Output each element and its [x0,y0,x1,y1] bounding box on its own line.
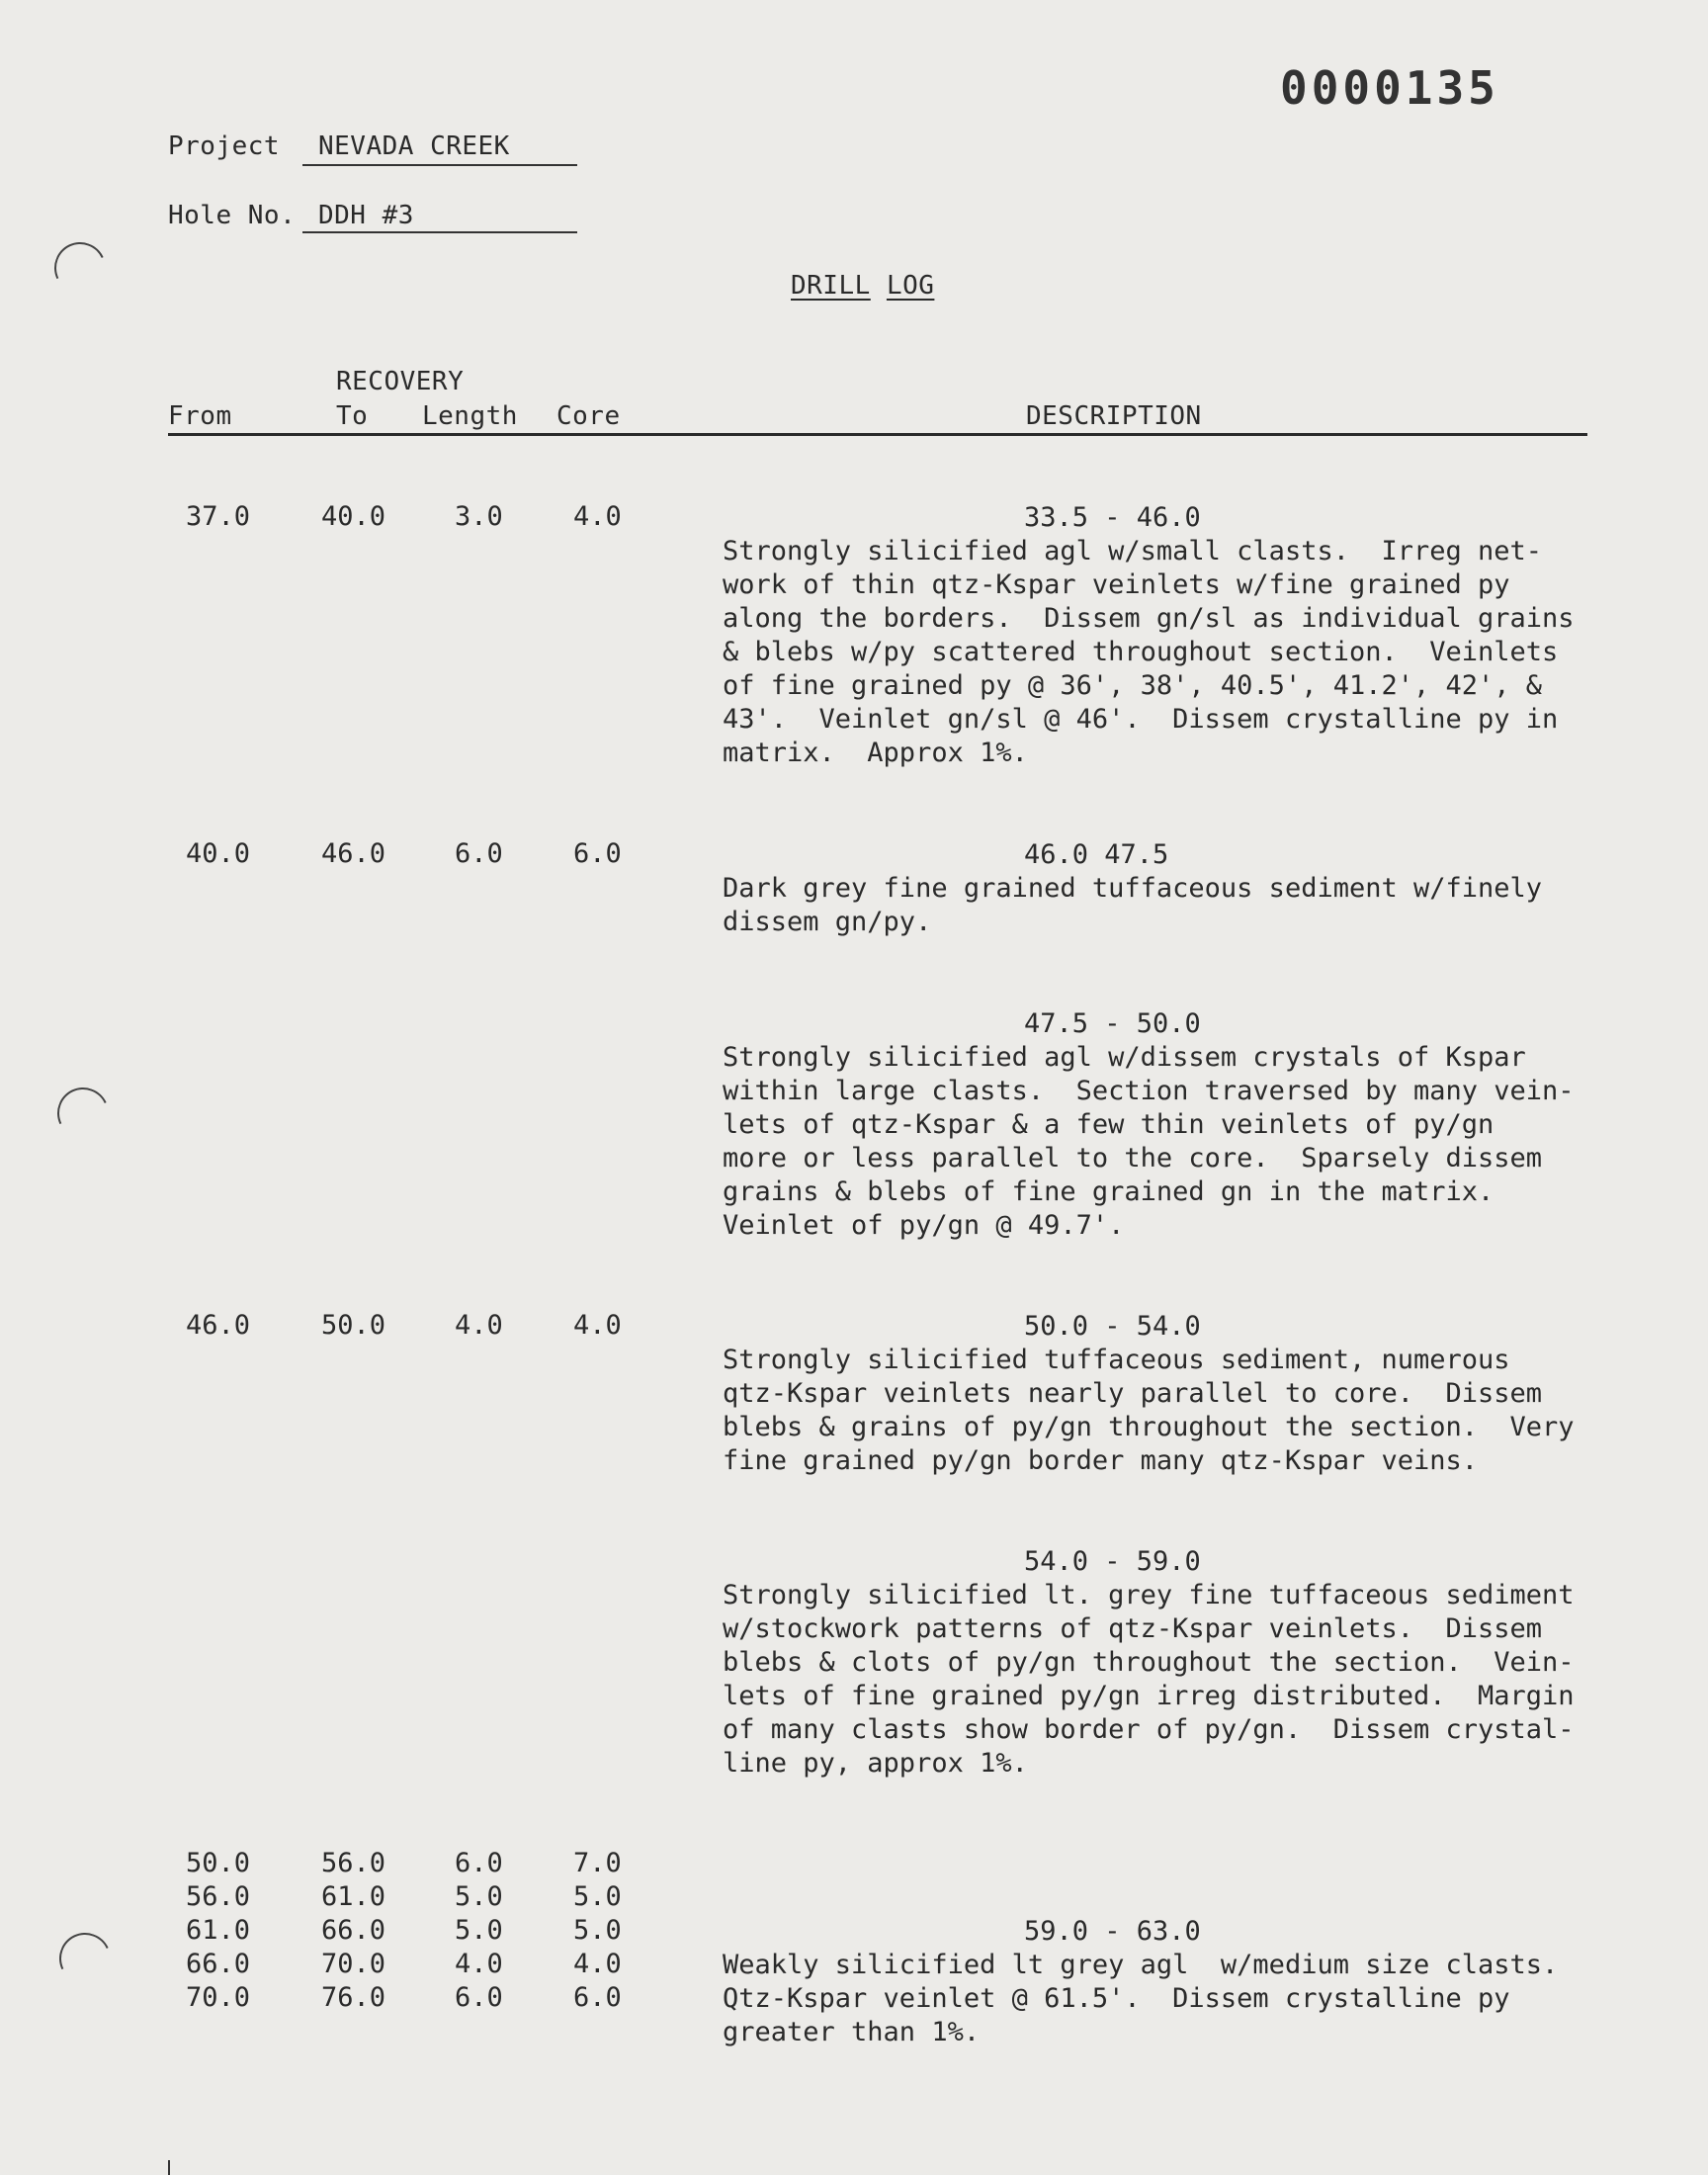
project-label: Project [168,131,281,161]
desc-5-text [723,1579,1575,1781]
row-6-to: 66.0 [321,1915,386,1946]
row-7-to: 70.0 [321,1949,386,1979]
desc-line: Dark grey fine grained tuffaceous sediment w/finely [723,873,1543,904]
desc-3-text [723,1041,1575,1243]
desc-line: qtz-Kspar veinlets nearly parallel to core. Dissem [723,1378,1543,1409]
desc-line: Strongly silicified agl w/dissem crystals of Kspar [723,1042,1526,1073]
desc-6-interval: 59.0 - 63.0 [1024,1916,1201,1947]
desc-line: lets of qtz-Kspar & a few thin veinlets of py/gn [723,1109,1494,1140]
row-6-core: 5.0 [573,1915,622,1946]
row-1-from: 37.0 [186,501,251,532]
row-4-to: 56.0 [321,1848,386,1878]
desc-line: Weakly silicified lt grey agl w/medium size clasts. [723,1950,1559,1980]
row-7-length: 4.0 [455,1949,503,1979]
desc-line: line py, approx 1%. [723,1748,1028,1779]
row-6-length: 5.0 [455,1915,503,1946]
desc-line: Strongly silicified agl w/small clasts. Irreg net- [723,536,1543,566]
desc-line: more or less parallel to the core. Sparsely dissem [723,1143,1543,1174]
row-2-from: 40.0 [186,838,251,869]
row-8-core: 6.0 [573,1982,622,2013]
project-value: NEVADA CREEK [318,131,510,161]
row-2-core: 6.0 [573,838,622,869]
project-underline [302,164,577,166]
row-1-to: 40.0 [321,501,386,532]
desc-line: fine grained py/gn border many qtz-Kspar veins. [723,1445,1479,1476]
row-1-core: 4.0 [573,501,622,532]
desc-line: & blebs w/py scattered throughout section. Veinlets [723,637,1559,667]
desc-line: of fine grained py @ 36', 38', 40.5', 41.2', 42', & [723,670,1543,701]
desc-5-interval: 54.0 - 59.0 [1024,1546,1201,1577]
desc-line: dissem gn/py. [723,907,932,937]
row-5-length: 5.0 [455,1881,503,1912]
title-word-drill: DRILL [791,271,871,301]
document-number: 0000135 [1280,61,1499,115]
desc-4-interval: 50.0 - 54.0 [1024,1311,1201,1342]
row-3-core: 4.0 [573,1310,622,1341]
row-4-core: 7.0 [573,1848,622,1878]
row-5-from: 56.0 [186,1881,251,1912]
desc-line: lets of fine grained py/gn irreg distributed. Margin [723,1681,1575,1711]
desc-line: grains & blebs of fine grained gn in the matrix. [723,1176,1494,1207]
row-5-core: 5.0 [573,1881,622,1912]
desc-line: work of thin qtz-Kspar veinlets w/fine grained py [723,569,1510,600]
desc-line: of many clasts show border of py/gn. Dissem crystal- [723,1714,1575,1745]
row-8-to: 76.0 [321,1982,386,2013]
title-word-log: LOG [886,271,935,301]
row-3-to: 50.0 [321,1310,386,1341]
desc-line: blebs & grains of py/gn throughout the section. Very [723,1412,1575,1442]
punch-hole-mark [47,235,114,302]
row-7-core: 4.0 [573,1949,622,1979]
col-description-header: DESCRIPTION [1026,401,1202,431]
row-4-from: 50.0 [186,1848,251,1878]
header-rule [168,433,1587,436]
hole-underline [302,231,577,233]
row-5-to: 61.0 [321,1881,386,1912]
desc-2-text [723,872,1542,939]
desc-line: 43'. Veinlet gn/sl @ 46'. Dissem crystalline py in [723,704,1559,735]
hole-label: Hole No. [168,201,297,230]
desc-1-text [723,535,1575,770]
desc-line: greater than 1%. [723,2017,981,2047]
desc-line: matrix. Approx 1%. [723,738,1028,768]
desc-line: within large clasts. Section traversed by many vein- [723,1076,1575,1106]
desc-line: blebs & clots of py/gn throughout the section. Vein- [723,1647,1575,1678]
desc-2-interval: 46.0 47.5 [1024,839,1169,870]
desc-line: along the borders. Dissem gn/sl as individual grains [723,603,1575,634]
desc-line: Veinlet of py/gn @ 49.7'. [723,1210,1125,1241]
row-8-from: 70.0 [186,1982,251,2013]
row-3-length: 4.0 [455,1310,503,1341]
row-2-length: 6.0 [455,838,503,869]
desc-6-text [723,1949,1558,2049]
desc-line: Strongly silicified tuffaceous sediment, numerous [723,1345,1510,1375]
row-6-from: 61.0 [186,1915,251,1946]
recovery-header: RECOVERY [336,367,465,396]
row-7-from: 66.0 [186,1949,251,1979]
row-3-from: 46.0 [186,1310,251,1341]
col-core-header: Core [556,401,621,431]
desc-1-interval: 33.5 - 46.0 [1024,502,1201,533]
col-to-header: To [336,401,369,431]
punch-hole-mark [50,1081,117,1147]
punch-hole-mark [52,1926,119,1992]
desc-line: Strongly silicified lt. grey fine tuffaceous sediment [723,1580,1575,1610]
desc-line: w/stockwork patterns of qtz-Kspar veinlets. Dissem [723,1613,1543,1644]
margin-mark [168,2160,170,2175]
col-length-header: Length [422,401,518,431]
row-8-length: 6.0 [455,1982,503,2013]
row-1-length: 3.0 [455,501,503,532]
desc-line: Qtz-Kspar veinlet @ 61.5'. Dissem crystalline py [723,1983,1510,2014]
row-2-to: 46.0 [321,838,386,869]
row-4-length: 6.0 [455,1848,503,1878]
col-from-header: From [168,401,232,431]
page-title [791,271,934,301]
desc-4-text [723,1344,1575,1478]
desc-3-interval: 47.5 - 50.0 [1024,1008,1201,1039]
hole-value: DDH #3 [318,201,414,230]
